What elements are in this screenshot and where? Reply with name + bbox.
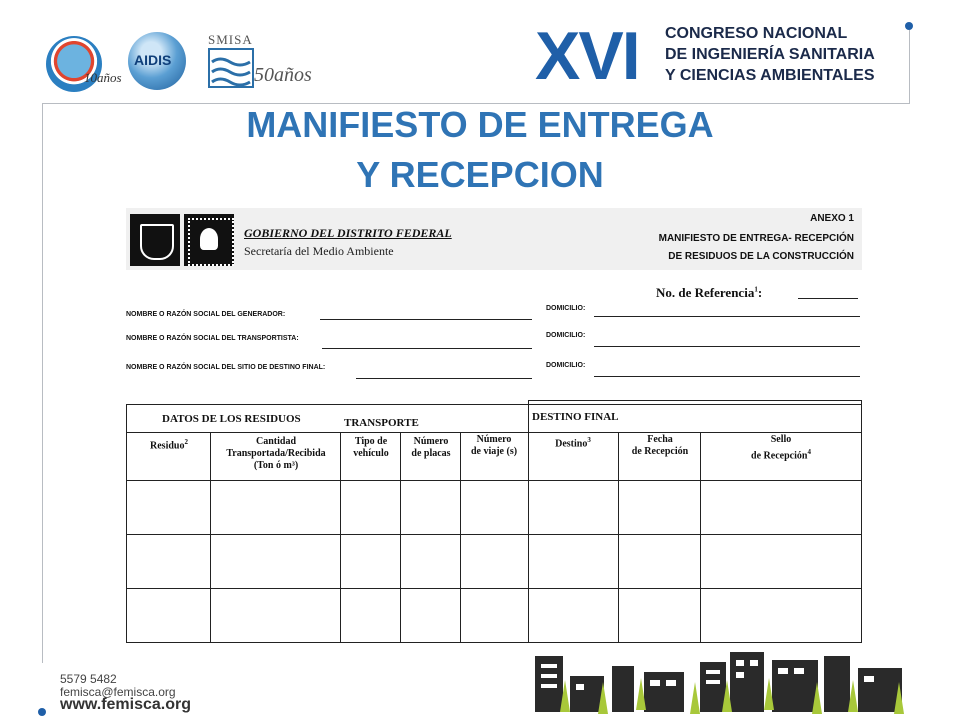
generator-address-field[interactable] <box>594 316 860 317</box>
final-site-label: NOMBRE O RAZÓN SOCIAL DEL SITIO DE DESTINO FINAL: <box>126 364 326 371</box>
section-transport: TRANSPORTE <box>344 417 419 429</box>
col-trips: Número de viaje (s) <box>470 434 518 457</box>
col-plates: Número de placas <box>411 436 451 459</box>
annex-title-2: DE RESIDUOS DE LA CONSTRUCCIÓN <box>668 251 854 262</box>
smisa-wave-icon <box>208 48 254 88</box>
footer-website[interactable]: www.femisca.org <box>60 696 191 713</box>
transporter-address-field[interactable] <box>594 346 860 347</box>
transporter-address-label: DOMICILIO: <box>546 332 586 339</box>
government-header <box>126 208 862 270</box>
reference-label: No. de Referencia$^1$: <box>656 285 763 300</box>
decor-dot <box>38 708 46 716</box>
col-quantity: Cantidad Transportada/Recibida (Ton ó m³) <box>226 436 326 471</box>
right-border <box>909 30 910 104</box>
page-title-line-1: MANIFIESTO DE ENTREGA <box>246 104 714 145</box>
reference-field[interactable] <box>798 298 858 299</box>
annex-title-1: MANIFIESTO DE ENTREGA- RECEPCIÓN <box>658 233 854 244</box>
coat-of-arms-icon <box>130 214 180 266</box>
eagle-emblem-icon <box>184 214 234 266</box>
generator-label: NOMBRE O RAZÓN SOCIAL DEL GENERADOR: <box>126 311 286 318</box>
congress-line-3: Y CIENCIAS AMBIENTALES <box>665 67 875 84</box>
page-title-line-2: Y RECEPCION <box>356 154 604 195</box>
annex-label: ANEXO 1 <box>810 213 854 224</box>
decor-dot <box>905 22 913 30</box>
transporter-field[interactable] <box>322 348 532 349</box>
generator-address-label: DOMICILIO: <box>546 305 586 312</box>
footer-email[interactable]: femisca@femisca.org <box>60 685 176 699</box>
footer-phone: 5579 5482 <box>60 672 117 686</box>
transporter-label: NOMBRE O RAZÓN SOCIAL DEL TRANSPORTISTA: <box>126 335 299 342</box>
col-vehicle-type: Tipo de vehículo <box>353 436 389 459</box>
section-final-destination: DESTINO FINAL <box>532 411 619 423</box>
final-site-address-field[interactable] <box>594 376 860 377</box>
col-reception-seal: Sello de Recepción$^4$ <box>751 434 811 462</box>
congress-line-1: CONGRESO NACIONAL <box>665 25 848 42</box>
section-waste-data: DATOS DE LOS RESIDUOS <box>162 413 301 425</box>
government-title: GOBIERNO DEL DISTRITO FEDERAL <box>244 226 452 240</box>
final-site-address-label: DOMICILIO: <box>546 362 586 369</box>
congress-line-2: DE INGENIERÍA SANITARIA <box>665 46 875 63</box>
government-subtitle: Secretaría del Medio Ambiente <box>244 244 394 258</box>
col-reception-date: Fecha de Recepción <box>631 434 689 457</box>
col-destination: Destino$^3$ <box>555 436 591 450</box>
manifest-form <box>126 208 862 648</box>
congress-numeral: XVI <box>535 18 639 94</box>
generator-field[interactable] <box>320 319 532 320</box>
col-residue: Residuo$^2$ <box>150 438 188 452</box>
final-site-field[interactable] <box>356 378 532 379</box>
